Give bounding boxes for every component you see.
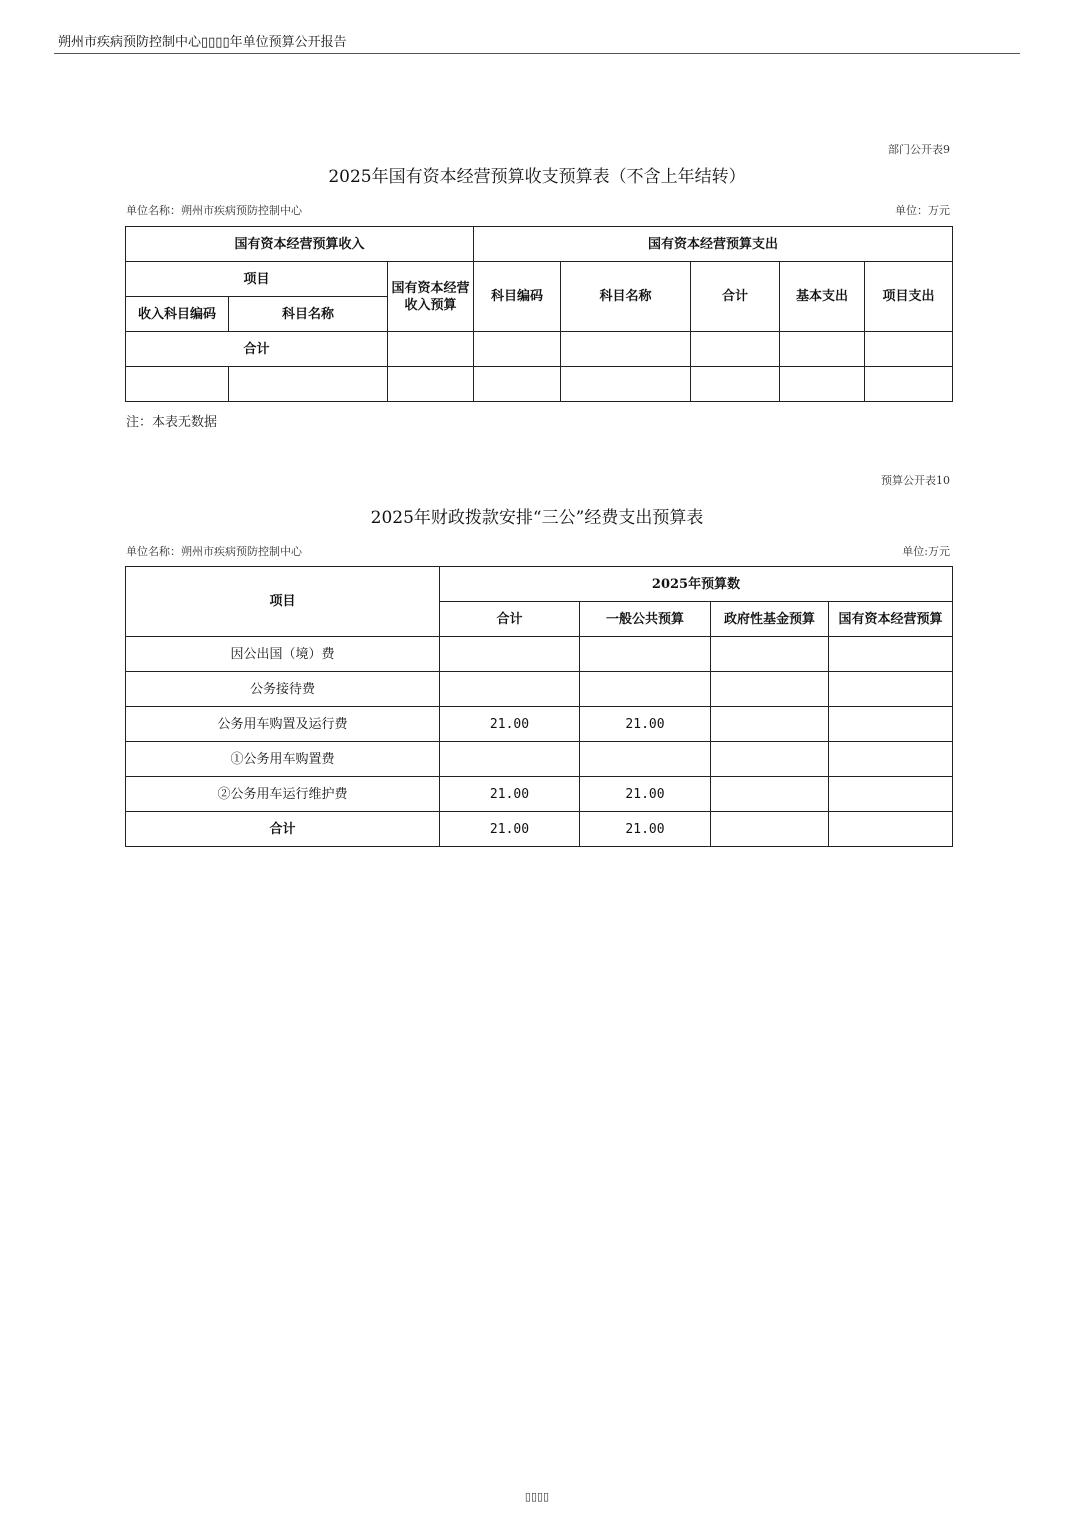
row-label: ①公务用车购置费 [126, 742, 440, 777]
table-title-9: 2025年国有资本经营预算收支预算表（不含上年结转） [328, 167, 746, 187]
state-capital-header: 国有资本经营预算 [829, 602, 953, 637]
item-header: 项目 [126, 262, 388, 297]
row-label: 因公出国（境）费 [126, 637, 440, 672]
table-cell [691, 332, 780, 367]
fund-cell [711, 777, 829, 812]
income-code-header: 收入科目编码 [126, 297, 229, 332]
table-row [126, 707, 953, 742]
total-cell: 21.00 [440, 777, 580, 812]
page-number: ▯▯▯▯ [524, 1490, 550, 1503]
income-subject-header: 科目名称 [229, 297, 388, 332]
expense-code-header: 科目编码 [474, 262, 561, 332]
row-label: ②公务用车运行维护费 [126, 777, 440, 812]
unit-label-9: 单位：万元 [895, 204, 950, 217]
table-cell [561, 332, 691, 367]
header-rule [54, 53, 1020, 54]
table-cell [126, 367, 229, 402]
budget-group-header: 2025年预算数 [440, 567, 953, 602]
expense-total-header: 合计 [691, 262, 780, 332]
general-cell [580, 672, 711, 707]
fund-cell [711, 637, 829, 672]
expense-project-header: 项目支出 [865, 262, 953, 332]
row-label: 公务接待费 [126, 672, 440, 707]
general-cell: 21.00 [580, 777, 711, 812]
table-note: 注：本表无数据 [126, 415, 218, 430]
state-capital-cell [829, 812, 953, 847]
income-budget-header: 国有资本经营收入预算 [388, 262, 474, 332]
general-cell [580, 637, 711, 672]
general-cell: 21.00 [580, 707, 711, 742]
row-label: 合计 [126, 812, 440, 847]
fund-cell [711, 707, 829, 742]
unit-name-10: 单位名称：朔州市疾病预防控制中心 [126, 545, 302, 558]
fund-cell [711, 742, 829, 777]
fund-cell [711, 672, 829, 707]
total-cell: 21.00 [440, 707, 580, 742]
expense-basic-header: 基本支出 [780, 262, 865, 332]
expense-group-header: 国有资本经营预算支出 [474, 227, 953, 262]
table-cell [474, 367, 561, 402]
total-header: 合计 [440, 602, 580, 637]
table-row [126, 742, 953, 777]
total-label: 合计 [126, 332, 388, 367]
table-row [126, 812, 953, 847]
row-label: 公务用车购置及运行费 [126, 707, 440, 742]
state-capital-cell [829, 637, 953, 672]
total-cell: 21.00 [440, 812, 580, 847]
state-capital-budget-table [125, 226, 953, 402]
total-cell [440, 672, 580, 707]
state-capital-cell [829, 672, 953, 707]
total-cell [440, 742, 580, 777]
table-row [126, 672, 953, 707]
table-cell [474, 332, 561, 367]
state-capital-cell [829, 707, 953, 742]
table-row [126, 332, 953, 367]
table-cell [561, 367, 691, 402]
general-budget-header: 一般公共预算 [580, 602, 711, 637]
income-group-header: 国有资本经营预算收入 [126, 227, 474, 262]
table-row [126, 637, 953, 672]
table-row [126, 777, 953, 812]
table-title-10: 2025年财政拨款安排“三公”经费支出预算表 [370, 508, 704, 528]
table-cell [780, 332, 865, 367]
unit-name-9: 单位名称：朔州市疾病预防控制中心 [126, 204, 302, 217]
general-cell: 21.00 [580, 812, 711, 847]
table-cell [229, 367, 388, 402]
table-row [126, 367, 953, 402]
unit-label-10: 单位:万元 [902, 545, 950, 558]
three-public-expenses-table [125, 566, 953, 847]
running-header: 朔州市疾病预防控制中心▯▯▯▯年单位预算公开报告 [58, 35, 347, 50]
table-tag-9: 部门公开表9 [888, 143, 950, 156]
table-cell [388, 367, 474, 402]
gov-fund-header: 政府性基金预算 [711, 602, 829, 637]
item-header: 项目 [126, 567, 440, 637]
table-tag-10: 预算公开表10 [881, 474, 950, 487]
total-cell [440, 637, 580, 672]
state-capital-cell [829, 777, 953, 812]
table-cell [691, 367, 780, 402]
general-cell [580, 742, 711, 777]
table-cell [780, 367, 865, 402]
table-cell [865, 367, 953, 402]
fund-cell [711, 812, 829, 847]
table-cell [388, 332, 474, 367]
expense-subject-header: 科目名称 [561, 262, 691, 332]
state-capital-cell [829, 742, 953, 777]
table-cell [865, 332, 953, 367]
